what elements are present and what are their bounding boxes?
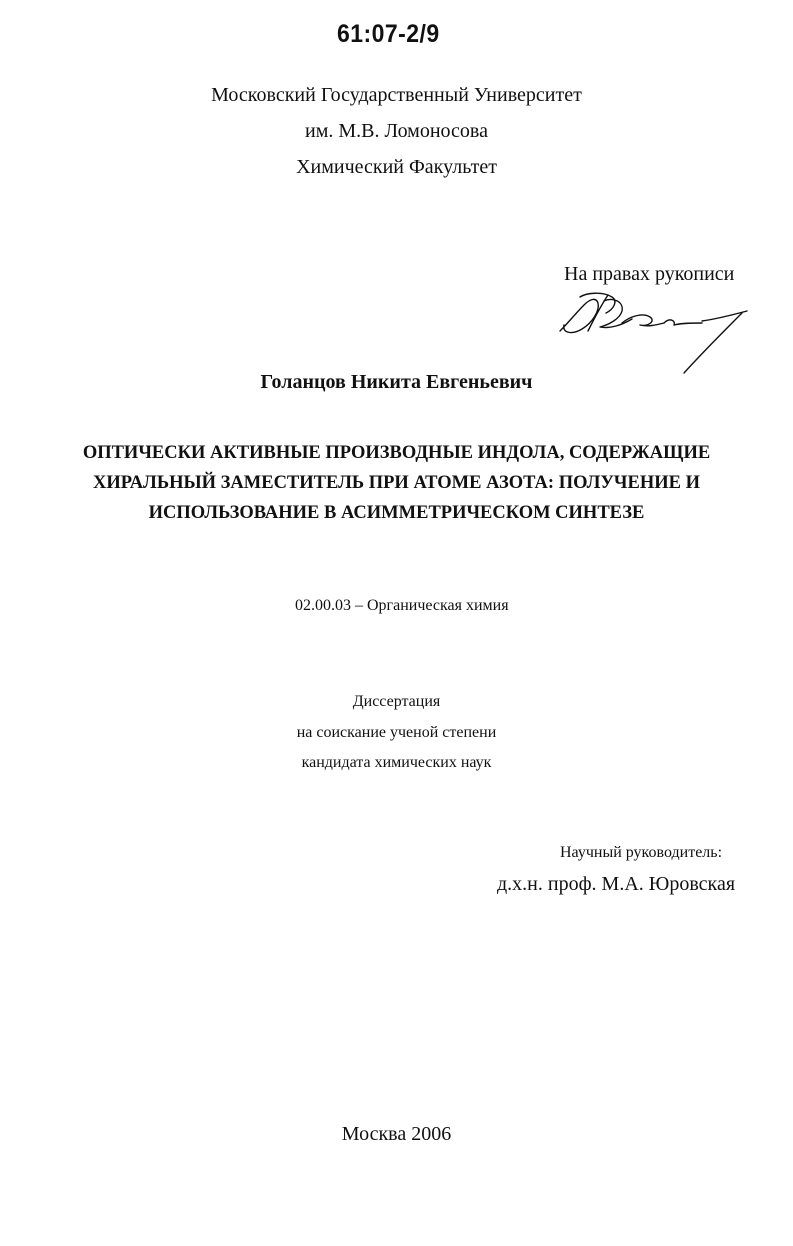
title-line-3: ИСПОЛЬЗОВАНИЕ В АСИММЕТРИЧЕСКОМ СИНТЕЗЕ bbox=[148, 503, 645, 523]
city-year: Москва 2006 bbox=[341, 1123, 452, 1145]
degree-line-1: Диссертация bbox=[352, 693, 441, 710]
catalog-number: 61:07-2/9 bbox=[337, 20, 440, 48]
faculty-name: Химический Факультет bbox=[296, 156, 497, 178]
degree-block bbox=[0, 687, 793, 779]
dissertation-title bbox=[0, 438, 793, 528]
title-line-2: ХИРАЛЬНЫЙ ЗАМЕСТИТЕЛЬ ПРИ АТОМЕ АЗОТА: ПОЛУЧЕНИЕ И bbox=[93, 473, 700, 493]
degree-line-3: кандидата химических наук bbox=[301, 754, 492, 771]
supervisor-label: Научный руководитель: bbox=[560, 844, 723, 861]
signature-icon bbox=[552, 283, 757, 378]
institution-block bbox=[0, 77, 793, 185]
supervisor-name: д.х.н. проф. М.А. Юровская bbox=[497, 873, 736, 895]
institution-honorific: им. М.В. Ломоносова bbox=[305, 120, 488, 142]
rights-note: На правах рукописи bbox=[564, 263, 735, 285]
author-name: Голанцов Никита Евгеньевич bbox=[260, 371, 533, 393]
degree-line-2: на соискание ученой степени bbox=[296, 723, 497, 741]
specialty-code: 02.00.03 – Органическая химия bbox=[295, 597, 509, 614]
institution-name: Московский Государственный Университет bbox=[211, 84, 582, 106]
title-line-1: ОПТИЧЕСКИ АКТИВНЫЕ ПРОИЗВОДНЫЕ ИНДОЛА, СОДЕРЖАЩИЕ bbox=[82, 443, 711, 463]
